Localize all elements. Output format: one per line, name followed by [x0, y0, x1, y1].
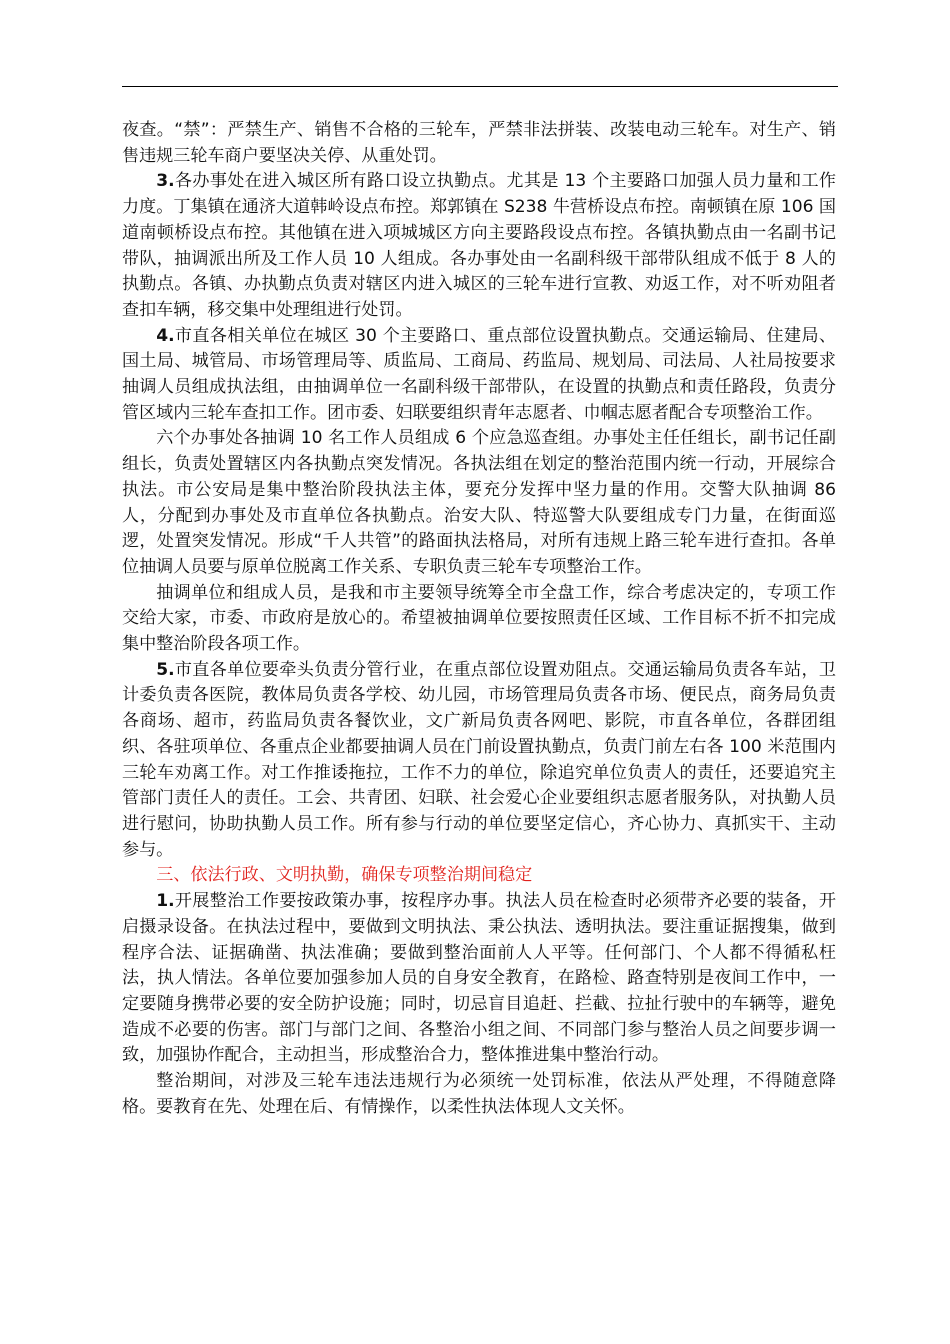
paragraph: 抽调单位和组成人员，是我和市主要领导统筹全市全盘工作，综合考虑决定的，专项工作交给大家，市委、市政府是放心的。希望被抽调单位要按照责任区域、工作目标不折不扣完成集中整治阶段各项工作。 — [122, 582, 836, 655]
paragraph: 整治期间，对涉及三轮车违法违规行为必须统一处罚标准，依法从严处理，不得随意降格。要教育在先、处理在后、有情操作，以柔性执法体现人文关怀。 — [122, 1071, 836, 1117]
document-body — [122, 118, 836, 1120]
paragraph: 六个办事处各抽调 10 名工作人员组成 6 个应急巡查组。办事处主任任组长，副书记任副组长，负责处置辖区内各执勤点突发情况。各执法组在划定的整治范围内统一行动，开展综合执法。市公安局是集中整治阶段执法主体，要充分发挥中坚力量的作用。交警大队抽调 86 人，分配到办事处及市直单位各执勤点。治安大队、特巡警大队要组成专门力量，在街面巡逻，处置突发情况。形成“千人共管”的路面执法格局，对所有违规上路三轮车进行查扣。各单位抽调人员要与原单位脱离工作关系、专职负责三轮车专项整治工作。 — [122, 428, 836, 577]
section-heading: 三、依法行政、文明执勤，确保专项整治期间稳定 — [156, 865, 533, 886]
paragraph: 4.市直各相关单位在城区 30 个主要路口、重点部位设置执勤点。交通运输局、住建局、国土局、城管局、市场管理局等、质监局、工商局、药监局、规划局、司法局、人社局按要求抽调人员组成执法组，由抽调单位一名副科级干部带队，在设置的执勤点和责任路段，负责分管区域内三轮车查扣工作。团市委、妇联要组织青年志愿者、巾帼志愿者配合专项整治工作。 — [122, 325, 836, 423]
paragraph: 3.各办事处在进入城区所有路口设立执勤点。尤其是 13 个主要路口加强人员力量和工作力度。丁集镇在通济大道韩岭设点布控。郑郭镇在 S238 牛营桥设点布控。南顿镇在原 106 国道南顿桥设点布控。其他镇在进入项城城区方向主要路段设点布控。各镇执勤点由一名副书记带队，抽调派出所及工作人员 10 人组成。各办事处由一名副科级干部带队组成不低于 8 人的执勤点。各镇、办执勤点负责对辖区内进入城区的三轮车进行宣教、劝返工作，对不听劝阻者查扣车辆，移交集中处理组进行处罚。 — [122, 171, 836, 320]
paragraph: 5.市直各单位要牵头负责分管行业，在重点部位设置劝阻点。交通运输局负责各车站，卫计委负责各医院，教体局负责各学校、幼儿园，市场管理局负责各市场、便民点，商务局负责各商场、超市，药监局负责各餐饮业，文广新局负责各网吧、影院，市直各单位，各群团组织、各驻项单位、各重点企业都要抽调人员在门前设置执勤点，负责门前左右各 100 米范围内三轮车劝离工作。对工作推诿拖拉，工作不力的单位，除追究单位负责人的责任，还要追究主管部门责任人的责任。工会、共青团、妇联、社会爱心企业要组织志愿者服务队，对执勤人员进行慰问，协助执勤人员工作。所有参与行动的单位要坚定信心，齐心协力、真抓实干、主动参与。 — [122, 659, 836, 860]
header-rule — [122, 86, 838, 87]
paragraph: 夜查。“禁”：严禁生产、销售不合格的三轮车，严禁非法拼装、改装电动三轮车。对生产、销售违规三轮车商户要坚决关停、从重处罚。 — [122, 120, 836, 166]
paragraph: 1.开展整治工作要按政策办事，按程序办事。执法人员在检查时必须带齐必要的装备，开启摄录设备。在执法过程中，要做到文明执法、秉公执法、透明执法。要注重证据搜集，做到程序合法、证据确凿、执法准确；要做到整治面前人人平等。任何部门、个人都不得循私枉法，执人情法。各单位要加强参加人员的自身安全教育，在路检、路查特别是夜间工作中，一定要随身携带必要的安全防护设施；同时，切忌盲目追赶、拦截、拉扯行驶中的车辆等，避免造成不必要的伤害。部门与部门之间、各整治小组之间、不同部门参与整治人员之间要步调一致，加强协作配合，主动担当，形成整治合力，整体推进集中整治行动。 — [122, 891, 836, 1066]
